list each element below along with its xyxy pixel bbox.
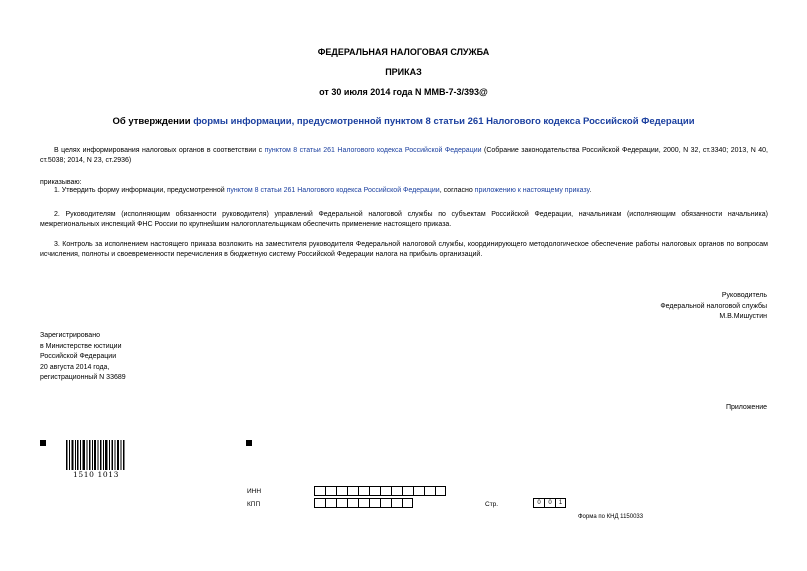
form-marker-left [40,440,46,446]
signature-line-1: Руководитель [721,292,767,299]
kpp-cell[interactable] [380,498,391,508]
page-cell[interactable]: 1 [555,498,566,508]
kpp-cell[interactable] [358,498,369,508]
item-1 [40,186,768,196]
page-cells [533,498,566,508]
item-1-link-1[interactable]: пунктом 8 статьи 261 Налогового кодекса Российской Федерации [226,187,440,194]
inn-cell[interactable] [424,486,435,496]
barcode-icon [66,440,126,470]
appendix-label: Приложение [725,404,767,411]
signature-line-2: Федеральной налоговой службы [660,302,767,310]
inn-cell[interactable] [347,486,358,496]
org-name: ФЕДЕРАЛЬНАЯ НАЛОГОВАЯ СЛУЖБА [317,47,490,57]
kpp-label: КПП [247,501,261,508]
kpp-cells [314,498,413,508]
intro-text-1: В целях информирования налоговых органов в соответствии с [54,147,265,154]
item-1-link-2[interactable]: приложению к настоящему приказу [474,187,590,194]
page-cell[interactable]: 0 [533,498,544,508]
signature-line-3: М.В.Мишустин [719,313,767,320]
item-1-text-1: 1. Утвердить форму информации, предусмотренной [54,187,227,194]
inn-cell[interactable] [314,486,325,496]
doc-type: ПРИКАЗ [385,67,422,77]
doc-title [0,116,807,127]
kpp-cell[interactable] [347,498,358,508]
form-code: Форма по КНД 1150033 [578,514,644,520]
intro-text-2: (Собрание законодательства Российской Федерации, 2000, N 32, ст.3340; 2013, N 40, ст.5038; 2014, N 23, ст.2936) [40,147,768,164]
page-label: Стр. [485,501,499,508]
doc-title-link[interactable]: формы информации, предусмотренной пунктом 8 статьи 261 Налогового кодекса Российской Федерации [193,116,695,127]
kpp-cell[interactable] [325,498,336,508]
intro-paragraph [40,146,768,166]
inn-cell[interactable] [336,486,347,496]
intro-link[interactable]: пунктом 8 статьи 261 Налогового кодекса Российской Федерации [264,147,482,154]
item-3: 3. Контроль за исполнением настоящего приказа возложить на заместителя руководителя Федеральной налоговой службы, координирующего методологическое обеспечение работы налоговых органов по вопросам исчисления, полноты и своевременности перечисления в бюджетную систему Российской Федерации налога на прибыль организаций. [40,241,768,258]
registration-line-4: 20 августа 2014 года, [40,363,110,371]
inn-cell[interactable] [391,486,402,496]
doc-date-number: от 30 июля 2014 года N ММВ-7-3/393@ [319,87,488,97]
item-1-text-3: . [589,187,592,194]
inn-cells [314,486,446,496]
kpp-cell[interactable] [336,498,347,508]
kpp-cell[interactable] [314,498,325,508]
kpp-cell[interactable] [369,498,380,508]
inn-cell[interactable] [369,486,380,496]
order-word: приказываю: [40,179,82,186]
registration-line-3: Российской Федерации [40,353,117,360]
registration-block [40,331,126,384]
registration-line-1: Зарегистрировано [40,332,100,339]
registration-line-2: в Министерстве юстиции [40,342,122,350]
inn-cell[interactable] [380,486,391,496]
inn-cell[interactable] [413,486,424,496]
inn-cell[interactable] [325,486,336,496]
inn-label: ИНН [247,488,262,495]
kpp-cell[interactable] [402,498,413,508]
barcode-number: 1510 1013 [73,470,119,479]
kpp-cell[interactable] [391,498,402,508]
inn-cell[interactable] [435,486,446,496]
doc-title-prefix: Об утверждении [112,116,194,127]
page-cell[interactable]: 0 [544,498,555,508]
inn-cell[interactable] [402,486,413,496]
signature-block [660,291,767,323]
item-1-text-2: , согласно [439,187,475,194]
form-marker-right [246,440,252,446]
item-2: 2. Руководителям (исполняющим обязанности руководителя) управлений Федеральной налоговой службы по субъектам Российской Федерации, начальникам (исполняющим обязанности начальника) межрегиональных инспекций ФНС России по крупнейшим налогоплательщикам обеспечить применение настоящего приказа. [40,211,768,228]
inn-cell[interactable] [358,486,369,496]
registration-line-5: регистрационный N 33689 [40,374,126,381]
